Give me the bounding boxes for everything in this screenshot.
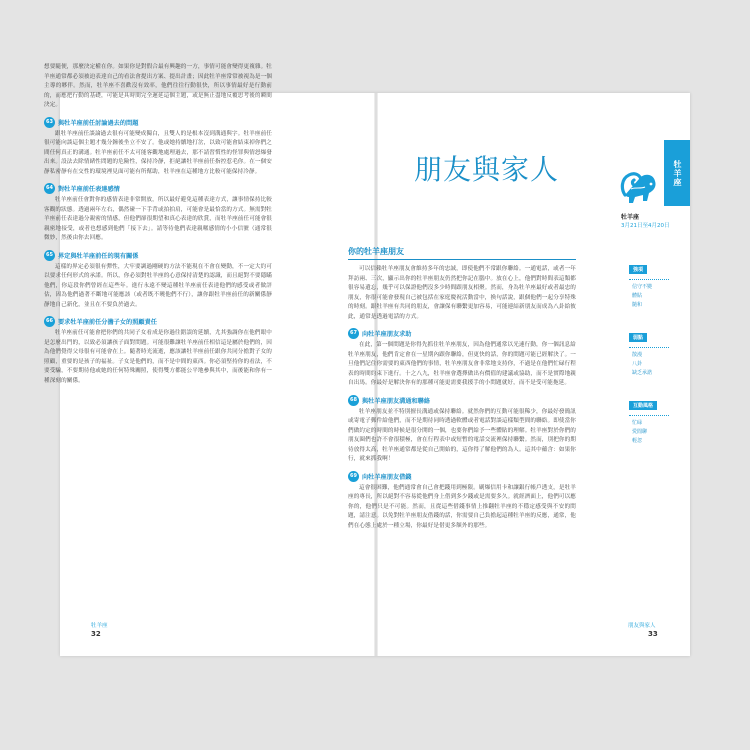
chapter-title: 朋友與家人 <box>414 153 560 186</box>
ram-icon <box>617 165 661 207</box>
section-heading: 要求牡羊座前任分擔子女的照顧責任 <box>58 319 157 326</box>
traits-group <box>629 256 675 310</box>
section-number-badge: 69 <box>348 471 359 482</box>
left-footer-label: 牡羊座 <box>91 623 108 629</box>
left-intro-paragraph: 想要隨便，那麼決定權在你。如果你是對假合最有興趣的一方，事情可能會變得更複雜。牡羊座通常都必須被迫表達自己的看法會提出方案、提出計畫；因此牡羊座常常被視為是一個主導的夥伴。然而，牡羊座不喜歡沒有效率，他們往往行動很快，所以事情最好是行動前的，而應把行動的基礎，可能是具時間完全遲延這個主題，或是無止盡地反覆思考後的瞬間決定。 <box>44 64 272 108</box>
section-number-badge: 66 <box>44 316 55 327</box>
section-body: 在此，第一個問題是你得先抓住牡羊座朋友，因為他們通常以光速行動，你一個訊息給牡羊座朋友，他們肯定會在一星期內跟你聯絡，但更快的話，你的問題可能已經解決了。一旦他們記住你需要的東西他們的事情，牡羊座朋友會非常地支持你，不過是在他們忙碌行程表的時間約束下進行。十之八九，牡羊座會選擇做出有價值的建議或協助，而不是實際地親自出馬。你最好是解決你有的那種可能更需要我援手的小問題就好，而不是受可能拖延。 <box>348 342 576 386</box>
trait-item: 隨和 <box>632 302 643 308</box>
divider <box>629 415 669 416</box>
right-page-number: 33 <box>648 630 658 638</box>
traits-group-heading: 強項 <box>629 265 647 274</box>
left-page-content <box>44 63 272 386</box>
sign-date-range: 3月21日至4月20日 <box>621 223 670 229</box>
section-body: 跟牡羊座前任談論過去很有可能變成獨白，且雙人的是根本沒到溝通與字。牡羊座前任很可能向談這個主題才幾分鐘後坐立不安了。他或她持續地打岔，以致可能會結束掉你們之間任何真正的溝通。牡羊座前任不太可能客觀地處理過去，那不請習慣性的怪罪與情怒爆發出來。設法去除情緒性問題的危險性，保持冷靜，拒絕讓牡羊座前任指控惹毛你。在一個安靜私密靜有在交性的環境裡見面可能有所幫助，牡羊座在這種地方比較可能保持冷靜。 <box>44 130 272 175</box>
traits-group-heading: 弱點 <box>629 333 647 342</box>
section-heading: 對牡羊座前任表達感情 <box>58 186 120 193</box>
left-page-number: 32 <box>91 630 101 638</box>
section-heading: 界定與牡羊座前任的現有關係 <box>58 252 139 260</box>
traits-group <box>629 324 675 378</box>
right-page-content <box>348 246 576 531</box>
right-intro-paragraph: 可以信賴牡羊座朋友會維持多年的忠誠，即使他們不常跟你聯絡。一通電話，或者一年拜訪兩、三次，顯示出你的牡羊座朋友仍然把你記在腦中。放在心上，他們對時間表這類都很容易遺忘，幾乎可以保證他們沒多少時間跟朋友相聚。然而，身為牡羊座最好或者最忠的朋友，你很可能會發現自己被包括在家庭慶祝活動當中，換句話說，跟個他們一起分享特殊的時刻。跟牡羊座有共同的朋友，會讓保有聯繫更加容易，可能連結新朋友而成為八卦給彼此，通常是透過電話的方式。 <box>348 266 576 320</box>
left-section <box>44 250 272 311</box>
right-section <box>348 328 576 389</box>
trait-item: 散漫 <box>632 352 643 358</box>
section-number-badge: 68 <box>348 395 359 406</box>
divider <box>629 347 669 348</box>
trait-item: 輕忽 <box>632 438 643 444</box>
section-body: 這會很困難，他們通常會自己會把錢用到極限。刷爆信用卡和讓銀行帳戶透支，是牡羊座的專長，所以絕對不容易從他們身上借到多少錢或是需要多久。就經濟面上，他們可以應你的，他們只是不可能。然而，且從這些借錢事情上推翻牡羊座的不穩定感受與不安的問題，請注意。以免對牡羊座朋友借錢的話，你需要自己負擔起這種牡羊座的反應，通常，他們在心態上處於一種立場，你最好是借更多額外的那些。 <box>348 484 576 529</box>
section-number-badge: 64 <box>44 183 55 194</box>
section-body: 牡羊座前任可能會把你們的共同子女看成是你過往錯誤的延續，尤其強調你在他們眼中是怎麼出門的，以致必須讓孩子面對問題。可能很難讓牡羊座前任相信這是屬於他們的，因為他們覺得父母很有可能會在上。隨著時光流逝，應該讓牡羊座前任跟你共同分擔對子女的照顧，重要的是孩子的福祉。子女是他們的，而不是中間的東西。你必須堅持你的看法，不要受騙，不要期待他或她的任何特殊關照，使得雙方都能公平地參與其中，而後能和你有一種深刻的關係。 <box>44 330 272 384</box>
section-body: 牡羊座朋友並不特別擅長溝通或保持聯絡。就然你們的互動可能很稀少，你最好發簡訊或寄電子郵件給他們，而不是期待同時透過軟體或者電話對談這樣類型間的聯絡。即使當你們做約定的時間的時候是很分開的一個，也要你們給予一些體貼的理解。牡羊座對於你們的朋友圈們也許不會很積極，會在行程表中或短暫的電話交流裡保持聯繫。然而，別把你的期待放得太高，牡羊座通常都是從自己開始的，這你得了解他們的為人。這其中蘊含：如果你行，就來抓我啊！ <box>348 408 576 462</box>
sign-name: 牡羊座 <box>621 214 640 221</box>
section-number-badge: 65 <box>44 250 55 261</box>
trait-item: 體貼 <box>632 293 643 299</box>
divider <box>629 279 669 280</box>
section-heading: 向牡羊座朋友借錢 <box>362 473 412 481</box>
section-heading: 向牡羊座朋友求助 <box>362 331 412 338</box>
traits-sidebar <box>629 256 675 460</box>
section-body: 這樣的界定必須很有彈性，大牢要調過剛硬的方法不能現在不會在變動，不一定大約可以要求任何形式的承諾。所以，你必須對牡羊座的心意保持清楚的認識，而且絕對不要隱瞞他們，你這段你們曾經在這些年。進行永遠不變這種牡羊座前任表達他們的感受或者做評估，因為他們過著不斷地可能應該（或者既不曉他們不行），讓你跟牡羊座前任的新關係靜靜地自己新化，並且在不要負於過去。 <box>44 263 272 308</box>
right-section <box>348 471 576 532</box>
section-number-badge: 67 <box>348 328 359 339</box>
trait-item: 缺乏承諾 <box>632 370 653 376</box>
section-body: 牡羊座前任會對你的感情表達非常開放，所以最好避免這種表達方式，讓事情保持比較客觀的狀態。透過兩年左右，偶然碰一下手背或拍拍肩，可能會是最恰當的方式。無需對牡羊座前任表達過分親密的情感，但他們卻很期望和真心表達的欣賞，而牡羊座前任可能會很親密地接受，或者也想感到他們「接下去」。請等待他們表達親暱感情的小小信號（通常很微妙，然後由你去回應。 <box>44 197 272 241</box>
section-number-badge: 63 <box>44 117 55 128</box>
right-section <box>348 395 576 465</box>
left-section <box>44 183 272 244</box>
left-section <box>44 316 272 386</box>
trait-item: 信守不變 <box>632 284 653 290</box>
traits-group <box>629 392 675 446</box>
friends-section-title: 你的牡羊座朋友 <box>348 246 576 260</box>
section-heading: 與牡羊座前任討論過去的問題 <box>58 119 139 127</box>
right-footer-label: 朋友與家人 <box>628 623 656 629</box>
section-heading: 與牡羊座朋友溝通和聯絡 <box>362 397 431 405</box>
trait-item: 愛閒聊 <box>632 429 648 435</box>
trait-item: 忙碌 <box>632 420 643 426</box>
trait-item: 八卦 <box>632 361 643 367</box>
traits-group-heading: 互動風格 <box>629 401 657 410</box>
zodiac-side-tab: 牡羊座 <box>664 140 690 206</box>
left-section <box>44 117 272 178</box>
